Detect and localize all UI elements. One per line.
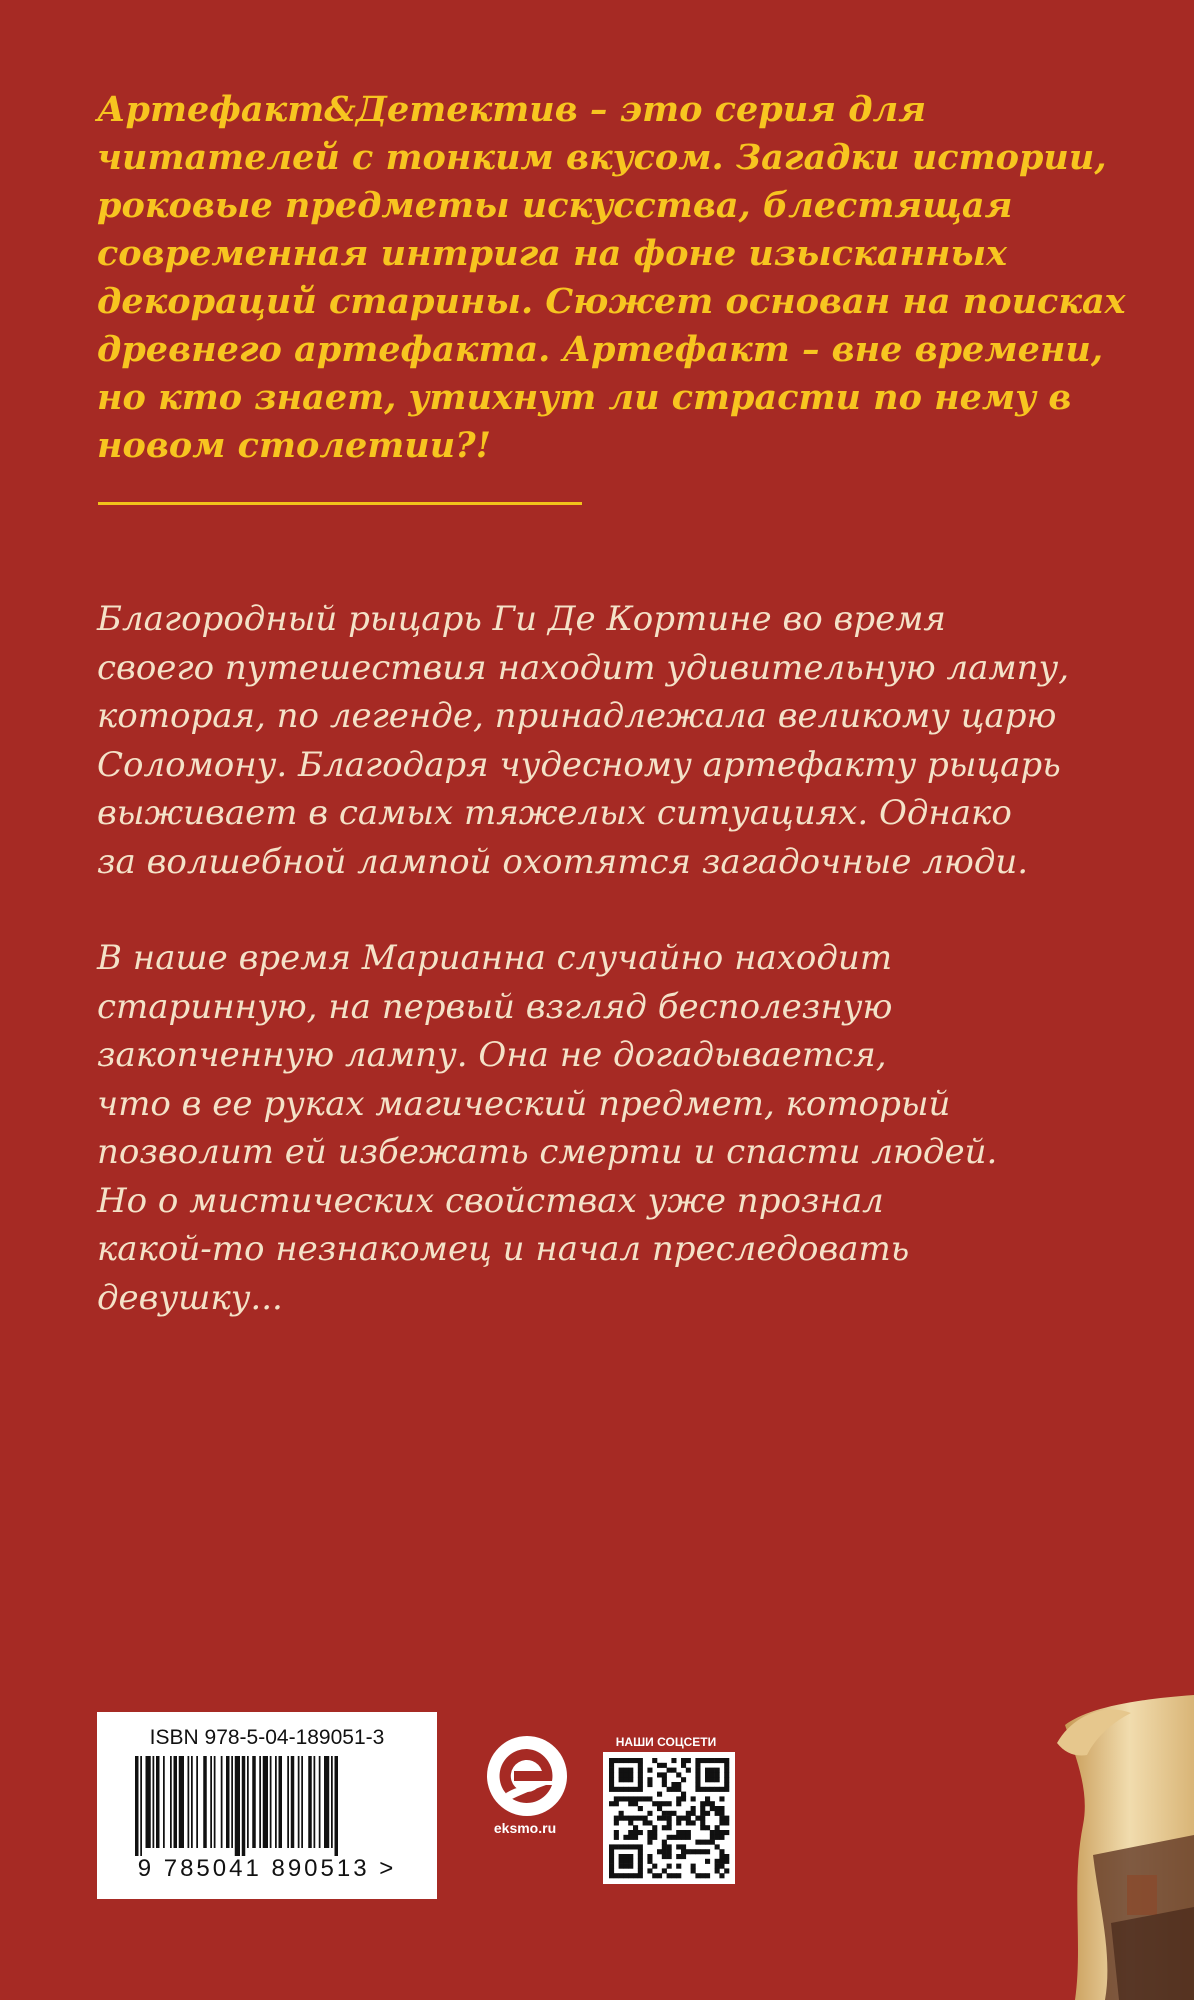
annotation-line: старинную, на первый взгляд бесполезную: [97, 986, 893, 1027]
qr-code-icon: [603, 1752, 735, 1884]
annotation-line: закопченную лампу. Она не догадывается,: [97, 1035, 887, 1075]
barcode-digits: 9 785041 890513 >: [137, 1855, 397, 1882]
annotation-line: своего путешествия находит удивительную лампу,: [97, 647, 1070, 688]
social-qr: [603, 1752, 735, 1884]
isbn-label: ISBN 978-5-04-189051-3: [149, 1726, 385, 1749]
barcode-icon: [135, 1756, 399, 1856]
annotation-paragraph-2: [97, 934, 1127, 1322]
annotation-line: Но о мистических свойствах уже прознал: [97, 1180, 884, 1221]
divider-line: [98, 502, 582, 505]
annotation-paragraph-1: [97, 595, 1127, 886]
isbn-barcode: [97, 1712, 437, 1899]
annotation-line: что в ее руках магический предмет, который: [97, 1083, 951, 1124]
publisher-site: eksmo.ru: [493, 1820, 557, 1836]
annotation-line: какой-то незнакомец и начал преследовать: [97, 1229, 910, 1269]
annotation-line: Благородный рыцарь Ги Де Кортине во время: [97, 599, 946, 639]
social-label: НАШИ СОЦСЕТИ: [615, 1735, 717, 1749]
annotation-line: выживает в самых тяжелых ситуациях. Однако: [97, 793, 1012, 833]
annotation-line: девушку...: [97, 1277, 283, 1318]
series-description-text: Артефакт&Детектив – это серия для читателей с тонким вкусом. Загадки истории, роковые предметы искусства, блестящая современная интрига на фоне изысканных декораций старины. Сюжет основан на поисках древнего артефакта. Артефакт – вне времени, но кто знает, утихнут ли страсти по нему в новом столетии?!: [97, 89, 1126, 466]
scroll-illustration: [1035, 1695, 1194, 2000]
annotation-line: которая, по легенде, принадлежала великому царю: [97, 696, 1057, 736]
annotation-line: позволит ей избежать смерти и спасти людей.: [97, 1132, 998, 1172]
annotation-line: В наше время Марианна случайно находит: [97, 938, 893, 978]
eksmo-logo-icon: [486, 1735, 568, 1817]
annotation-line: за волшебной лампой охотятся загадочные люди.: [97, 841, 1029, 882]
series-description: [97, 86, 1127, 470]
book-annotation: [97, 595, 1127, 1370]
annotation-line: Соломону. Благодаря чудесному артефакту рыцарь: [97, 744, 1061, 785]
